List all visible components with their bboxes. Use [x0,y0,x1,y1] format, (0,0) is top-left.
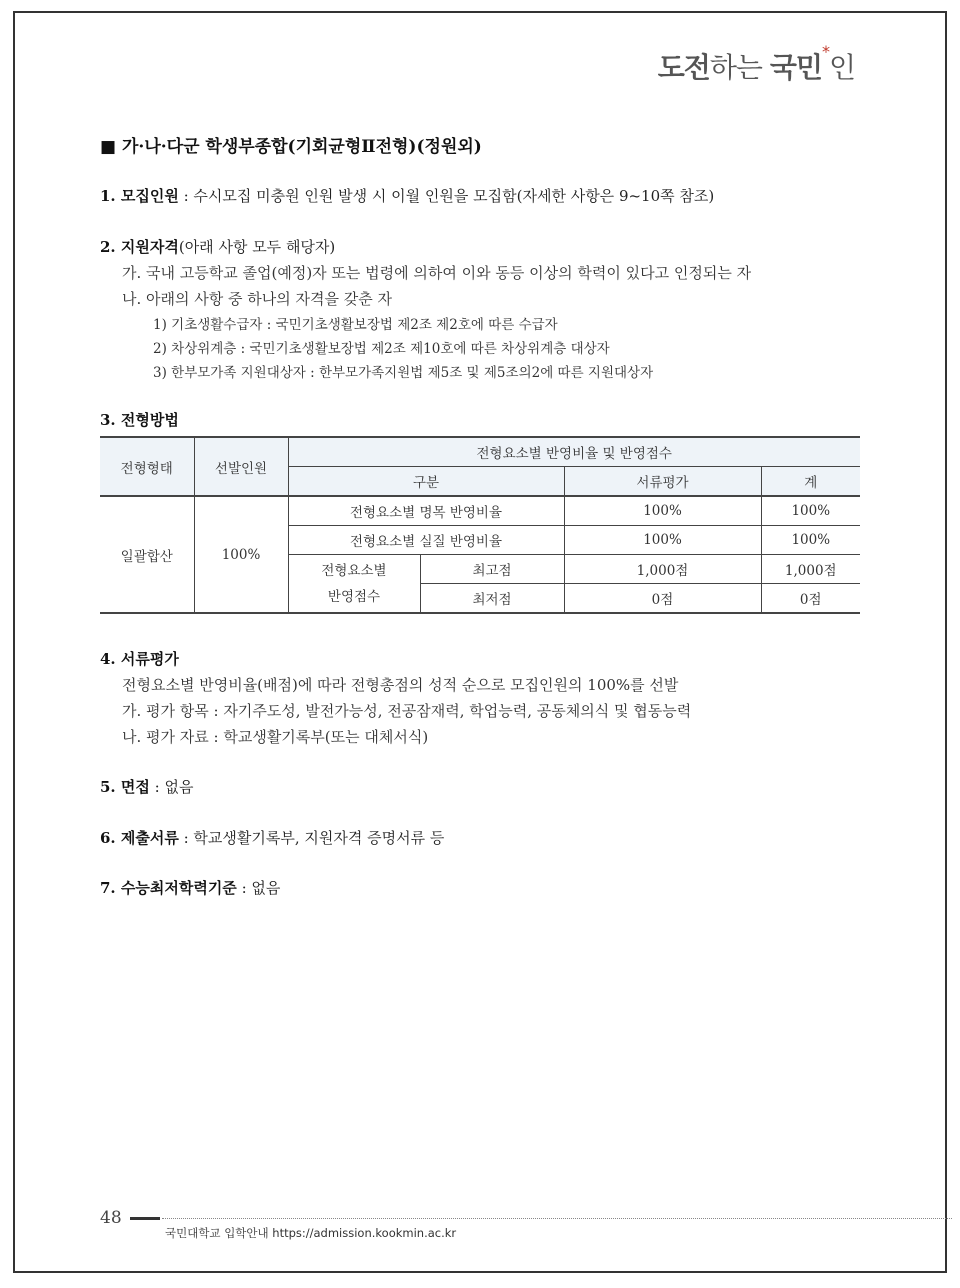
header-count: 선발인원 [194,437,288,496]
table-cell: 100% [761,526,860,555]
evaluation-item-b: 나. 평가 자료 : 학교생활기록부(또는 대체서식) [122,728,429,746]
header-total: 계 [761,467,860,497]
section-csat-minimum: 7. 수능최저학력기준 : 없음 [100,879,281,897]
section-documents: 6. 제출서류 : 학교생활기록부, 지원자격 증명서류 등 [100,829,445,847]
eligibility-item-b: 나. 아래의 사항 중 하나의 자격을 갖춘 자 [122,290,392,308]
header-document: 서류평가 [564,467,761,497]
header-division: 구분 [288,467,564,497]
eligibility-item-a: 가. 국내 고등학교 졸업(예정)자 또는 법령에 의하여 이와 동등 이상의 학력이 있다고 인정되는 자 [122,264,752,282]
table-row-label: 전형요소별 실질 반영비율 [288,526,564,555]
header-group: 전형요소별 반영비율 및 반영점수 [288,437,860,467]
table-cell: 100% [564,526,761,555]
table-cell: 100% [564,496,761,526]
min-label: 최저점 [420,584,564,614]
brand-logo: 도전하는 국민*인 [657,42,855,84]
cell-count: 100% [194,496,288,613]
max-total: 1,000점 [761,555,860,584]
page-number: 48 [100,1208,122,1228]
section-eligibility: 2. 지원자격(아래 사항 모두 해당자) [100,238,336,256]
table-cell: 100% [761,496,860,526]
score-label: 전형요소별 반영점수 [288,555,420,614]
section-recruit-count: 1. 모집인원 : 수시모집 미충원 인원 발생 시 이월 인원을 모집함(자세한 사항은 9~10쪽 참조) [100,187,715,205]
footer-text: 국민대학교 입학안내 https://admission.kookmin.ac.kr [165,1226,457,1240]
header-type: 전형형태 [100,437,194,496]
max-doc: 1,000점 [564,555,761,584]
footer-dotted-rule [162,1218,952,1219]
min-doc: 0점 [564,584,761,614]
eligibility-sub-item: 1) 기초생활수급자 : 국민기초생활보장법 제2조 제2호에 따른 수급자 [153,317,558,333]
eligibility-sub-item: 3) 한부모가족 지원대상자 : 한부모가족지원법 제5조 및 제5조의2에 따른 지원대상자 [153,365,654,381]
evaluation-item-a: 가. 평가 항목 : 자기주도성, 발전가능성, 전공잠재력, 학업능력, 공동체의식 및 협동능력 [122,702,692,720]
page-title: ■ 가·나·다군 학생부종합(기회균형Ⅱ전형)(정원외) [100,137,482,157]
table-row-label: 전형요소별 명목 반영비율 [288,496,564,526]
eligibility-sub-item: 2) 차상위계층 : 국민기초생활보장법 제2조 제10호에 따른 차상위계층 대상자 [153,341,610,357]
cell-type: 일괄합산 [100,496,194,613]
evaluation-text: 전형요소별 반영비율(배점)에 따라 전형총점의 성적 순으로 모집인원의 100%를 선발 [122,676,679,694]
section-selection-method: 3. 전형방법 [100,411,179,429]
max-label: 최고점 [420,555,564,584]
section-interview: 5. 면접 : 없음 [100,778,194,796]
section-document-evaluation: 4. 서류평가 [100,650,179,668]
min-total: 0점 [761,584,860,614]
footer-rule [130,1217,160,1220]
selection-table [100,436,860,614]
